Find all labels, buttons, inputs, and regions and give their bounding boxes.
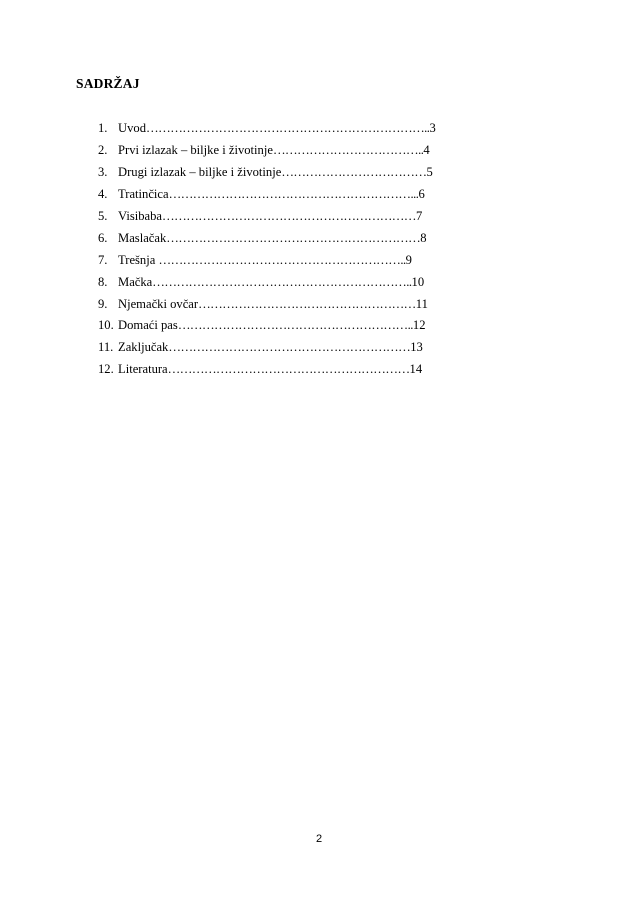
toc-entry-tresnja	[98, 249, 458, 271]
toc-entry-maslacak	[98, 227, 458, 249]
toc-entry-literatura	[98, 359, 458, 381]
toc-entry-title: Trešnja	[118, 252, 159, 267]
toc-entry-visibaba	[98, 206, 458, 228]
toc-entry-number: 5.	[98, 209, 108, 223]
toc-entry-page: 3	[429, 121, 436, 136]
toc-entry-page: 12	[412, 318, 426, 333]
toc-entry-njemacki-ovcar	[98, 293, 458, 315]
toc-entry-number: 1.	[98, 121, 108, 136]
toc-entry-number: 11.	[98, 340, 114, 355]
toc-entry-leader: ……………………………………………………	[168, 340, 411, 355]
toc-entry-page: 14	[409, 362, 423, 377]
toc-entry-page: 4	[423, 143, 430, 158]
toc-entry-leader: …………………………………………………..	[177, 318, 413, 333]
toc-entry-number: 10.	[98, 318, 114, 333]
page-number: 2	[315, 833, 323, 845]
toc-entry-title: Njemački ovčar	[118, 296, 199, 311]
toc-entry-title: Maslačak	[118, 230, 167, 245]
toc-entry-leader: ……………………………………………………	[167, 362, 410, 377]
toc-entry-title: Drugi izlazak – biljke i životinje	[118, 165, 282, 180]
toc-entry-zakljucak	[98, 337, 458, 359]
toc-entry-number: 7.	[98, 252, 108, 267]
toc-entry-uvod	[98, 118, 458, 140]
toc-entry-leader: ………………………………………………………..	[152, 274, 412, 289]
toc-entry-prvi-izlazak	[98, 140, 458, 162]
toc-entry-leader: ………………………………………………………	[166, 230, 421, 245]
toc-entry-leader: ………………………………	[281, 165, 427, 180]
toc-entry-page: 7	[415, 209, 423, 223]
toc-heading: SADRŽAJ	[76, 76, 140, 91]
toc-entry-page: 6	[418, 187, 425, 202]
toc-entry-page: 8	[420, 230, 427, 245]
toc-entry-leader: ……………………………………………………………..	[146, 121, 430, 136]
toc-entry-macka	[98, 271, 458, 293]
toc-entry-leader: ……………………………………………………...	[168, 187, 419, 202]
toc-entry-title: Tratinčica	[118, 187, 169, 202]
toc-entry-page: 11	[415, 296, 428, 311]
toc-entry-number: 6.	[98, 230, 108, 245]
toc-entry-title: Zaključak	[118, 340, 169, 355]
toc-entry-number: 3.	[98, 165, 108, 180]
toc-entry-number: 8.	[98, 274, 108, 289]
toc-entry-leader: ………………………………………………………	[162, 209, 416, 223]
toc-entry-leader: ………………………………..	[272, 143, 424, 158]
toc-entry-page: 5	[426, 165, 433, 180]
toc-entry-title: Uvod	[118, 121, 146, 136]
toc-entry-leader: ………………………………………………	[198, 296, 416, 311]
toc-entry-title: Literatura	[118, 362, 168, 377]
toc-entry-leader: ……………………………………………………..	[158, 252, 406, 267]
toc-entry-title: Domaći pas	[118, 318, 178, 333]
toc-entry-page: 10	[411, 274, 425, 289]
toc-entry-drugi-izlazak	[98, 162, 458, 184]
toc-entry-title: Mačka	[118, 274, 153, 289]
toc-entry-number: 4.	[98, 187, 108, 202]
table-of-contents	[98, 118, 458, 381]
toc-entry-page: 13	[410, 340, 423, 355]
toc-entry-number: 9.	[98, 296, 108, 311]
toc-entry-title: Prvi izlazak – biljke i životinje	[118, 143, 273, 158]
toc-entry-domaci-pas	[98, 315, 458, 337]
toc-entry-title: Visibaba	[118, 209, 163, 223]
toc-entry-page: 9	[405, 252, 412, 267]
toc-entry-number: 2.	[98, 143, 108, 158]
toc-entry-number: 12.	[98, 362, 114, 377]
toc-entry-tratincica	[98, 184, 458, 206]
